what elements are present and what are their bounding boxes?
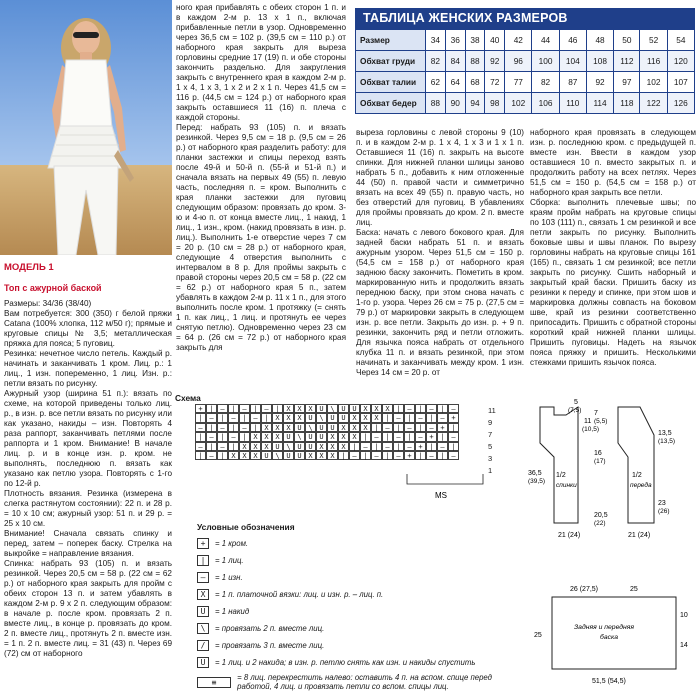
stitch-symbol-icon: X — [197, 589, 209, 600]
chart-cell: – — [393, 432, 404, 441]
chart-cell: – — [360, 442, 371, 451]
row-number: 3 — [488, 454, 493, 463]
table-cell: 96 — [505, 51, 532, 72]
chart-cell: – — [415, 432, 426, 441]
chart-cell: – — [228, 432, 239, 441]
legend-item: \ = провязать 2 п. вместе лиц. — [197, 623, 324, 634]
chart-cell: – — [393, 413, 404, 422]
chart-cell: U — [283, 432, 294, 441]
chart-title: Схема — [175, 393, 201, 403]
lace-pattern-paragraph: Ажурный узор (ширина 51 п.): вязать по схеме, на которой приведены только лиц. р., в изн. р. все петли вязать по рисунку или как указано, накиды – изн. Повторять 4 раза раппорт, заканчивать петлями после раппорта и 1 кром. Внимание! В начале лиц. р. и в конце изн. р. кром. не выполнять, последнюю п. вязать как указано как петлю узора. Повторять с 1-го по 12-й р. — [4, 388, 172, 488]
chart-cell: | — [195, 413, 206, 422]
legend-item: + = 1 кром. — [197, 538, 248, 549]
stitch-symbol-icon: | — [197, 555, 209, 566]
chart-cell: | — [404, 413, 415, 422]
chart-cell: \ — [294, 432, 305, 441]
chart-cell: | — [195, 451, 206, 460]
chart-cell: | — [349, 442, 360, 451]
table-row — [356, 72, 695, 93]
table-cell: 104 — [559, 51, 586, 72]
text-column-1 — [4, 262, 172, 695]
tab-finish-paragraph: наборного края провязать в следующем изн. р. последнюю кром. с предыдущей п. вместе изн. Ввести в каждом узор оставшиеся 10 п. вместо закрытых п. и продолжить работу на всех петлях. Через 51,5 см = 150 р. (54,5 см = 158 р.) от наборного края закрыть все петли. — [530, 128, 696, 197]
chart-cell: X — [371, 404, 382, 413]
chart-cell: U — [327, 413, 338, 422]
chart-cell: X — [349, 413, 360, 422]
chart-cell: | — [250, 404, 261, 413]
table-cell: 62 — [426, 72, 446, 93]
svg-text:(39,5): (39,5) — [528, 478, 545, 485]
text-column-4 — [530, 128, 696, 390]
chart-cell: – — [228, 413, 239, 422]
chart-cell: – — [239, 423, 250, 432]
table-cell: 122 — [640, 93, 667, 114]
chart-cell: | — [338, 451, 349, 460]
chart-cell: X — [272, 432, 283, 441]
chart-cell: X — [316, 451, 327, 460]
chart-row — [195, 442, 459, 451]
materials-paragraph: Вам потребуется: 300 (350) г белой пряжи Catana (100% хлопка, 112 м/50 г); прямые и круговые спицы № 3,5; металлическая пряжка для пояса; 5 пуговиц. — [4, 308, 172, 348]
chart-cell: X — [382, 404, 393, 413]
size-table — [355, 8, 695, 114]
stitch-symbol-icon: U — [197, 657, 209, 668]
chart-cell: – — [195, 423, 206, 432]
svg-text:Задняя и передняя: Задняя и передняя — [574, 624, 635, 631]
chart-row — [195, 451, 459, 460]
chart-cell: X — [371, 413, 382, 422]
chart-cell: | — [228, 423, 239, 432]
table-cell: 46 — [559, 30, 586, 51]
svg-text:16: 16 — [594, 450, 602, 457]
chart-cell: | — [217, 432, 228, 441]
chart-cell: | — [217, 451, 228, 460]
legend-item: – = 1 изн. — [197, 572, 243, 583]
svg-text:(13,5): (13,5) — [658, 438, 675, 445]
chart-cell: X — [338, 423, 349, 432]
chart-cell: – — [206, 432, 217, 441]
chart-cell: – — [250, 413, 261, 422]
chart-cell: – — [437, 413, 448, 422]
back-paragraph: Спинка: набрать 93 (105) п. и вязать резинкой. Через 20,5 см = 58 р. (22 см = 62 р.) от наборного края закрыть для пройм с обеих сторон 13 п. и затем убавлять в каждом 2-м р. 9 x 2 п. следующим образом: в начале р. после кром. провязать 2 п. вместе лиц., в конце р. провязать до кром. 2 п. вместе лиц., протянуть 2 п. вместе изн. = 1 п. 2 п. вместе лиц. = 31 (43) п. Через 69 (72) см от наборного — [4, 558, 172, 658]
table-cell: 50 — [614, 30, 640, 51]
legend-item: ≡ = 8 лиц. перекрестить налево: оставить 4 п. на вспом. спице перед работой, 4 лиц. и провязать петли со вспом. спицы лиц. — [197, 674, 497, 691]
cable-symbol-icon: ≡ — [197, 677, 231, 688]
chart-cell: X — [305, 451, 316, 460]
chart-cell: | — [382, 432, 393, 441]
legend-item: | = 1 лиц. — [197, 555, 244, 566]
chart-cell: – — [382, 442, 393, 451]
table-cell: 88 — [465, 51, 485, 72]
chart-cell: – — [426, 404, 437, 413]
chart-cell: – — [261, 404, 272, 413]
chart-repeat-bracket — [195, 462, 495, 522]
chart-cell: | — [415, 451, 426, 460]
row-number: 7 — [488, 430, 493, 439]
chart-cell: | — [206, 404, 217, 413]
chart-cell: | — [393, 442, 404, 451]
chart-cell: U — [327, 423, 338, 432]
chart-cell: X — [272, 413, 283, 422]
svg-text:36,5: 36,5 — [528, 470, 542, 477]
chart-cell: X — [327, 442, 338, 451]
chart-cell: U — [261, 451, 272, 460]
chart-cell: | — [393, 423, 404, 432]
svg-text:(10,5): (10,5) — [582, 426, 599, 433]
chart-cell: | — [371, 423, 382, 432]
chart-cell: U — [316, 423, 327, 432]
chart-cell: – — [404, 442, 415, 451]
chart-cell: + — [426, 432, 437, 441]
chart-cell: + — [437, 423, 448, 432]
table-cell: 82 — [532, 72, 559, 93]
row-number: 9 — [488, 418, 493, 427]
chart-row — [195, 432, 459, 441]
chart-cell: X — [283, 423, 294, 432]
chart-cell: | — [415, 404, 426, 413]
chart-cell: X — [283, 404, 294, 413]
chart-cell: \ — [327, 404, 338, 413]
chart-cell: – — [448, 432, 459, 441]
chart-cell: X — [272, 423, 283, 432]
chart-cell: – — [217, 442, 228, 451]
chart-cell: | — [272, 404, 283, 413]
front-schematic — [614, 395, 700, 565]
chart-cell: X — [294, 413, 305, 422]
sizes-paragraph: Размеры: 34/36 (38/40) — [4, 298, 92, 308]
chart-cell: U — [316, 432, 327, 441]
table-cell: 116 — [640, 51, 667, 72]
chart-cell: | — [261, 413, 272, 422]
svg-text:11: 11 — [584, 418, 592, 425]
table-cell: 102 — [505, 93, 532, 114]
table-cell: 106 — [532, 93, 559, 114]
chart-cell: – — [382, 423, 393, 432]
table-cell: 42 — [505, 30, 532, 51]
chart-cell: U — [338, 413, 349, 422]
table-cell: 44 — [532, 30, 559, 51]
row-number: 1 — [488, 466, 493, 475]
chart-cell: | — [415, 423, 426, 432]
table-cell: 68 — [465, 72, 485, 93]
svg-text:(5,5): (5,5) — [594, 418, 608, 425]
chart-cell: X — [360, 423, 371, 432]
basque-paragraph: Баска: начать с левого бокового края. Для задней баски набрать 51 п. и вязать ажурным узором. Через 51,5 см = 150 р. (54,5 см = 158 р.) от наборного края заднюю баску закончить. Пометить в кром. маркированную нить и продолжить вязать переднюю баску, при этом снова начать с 1-го р. узора. Через 26 см = 75 р. (27,5 см = 79 р.) от маркировки закрыть в следующем изн. р. все петли. Закрыть до изн. р. + 9 п. резинки, закончить ряд и петли отложить. Для язычка пояса набрать от отдельного клубка 11 п. и вязать резинкой, при этом начинать и заканчивать между кром. 1 изн. Через 14 см = 20 р. от — [356, 228, 524, 377]
table-cell: 110 — [559, 93, 586, 114]
svg-text:1/2: 1/2 — [632, 472, 642, 479]
chart-cell: X — [294, 404, 305, 413]
chart-cell: – — [239, 404, 250, 413]
chart-cell: – — [217, 423, 228, 432]
table-row — [356, 30, 695, 51]
table-cell: 54 — [667, 30, 694, 51]
chart-cell: X — [316, 442, 327, 451]
chart-cell: | — [448, 423, 459, 432]
svg-text:51,5 (54,5): 51,5 (54,5) — [592, 678, 626, 685]
svg-text:5: 5 — [574, 399, 578, 406]
svg-text:(17): (17) — [594, 458, 606, 465]
chart-cell: X — [250, 432, 261, 441]
chart-cell: U — [338, 404, 349, 413]
row-label: Обхват груди — [356, 51, 426, 72]
chart-row — [195, 413, 459, 422]
back-continued-paragraph: ного края прибавлять с обеих сторон 1 п. и в каждом 2-м р. 13 х 1 п., включая прибавленные петли в узор. Одновременно через 36,5 см = 102 р. (39,5 см = 110 р.) от наборного края закрыть для выреза горловины средние 17 (19) п. и обе стороны закончить раздельно. Для закругления закрыть с внутреннего края в каждом 2-м р. 1 x 4, 1 x 3, 1 x 2 и 2 x 1 п. Через 41,5 см = 116 р. (44,5 см = 124 р.) от наборного края закрыть оставшиеся 11 (16) п. плеча с каждой стороны. — [176, 3, 346, 122]
chart-cell: X — [338, 442, 349, 451]
table-cell: 48 — [586, 30, 613, 51]
chart-cell: | — [404, 432, 415, 441]
table-cell: 112 — [614, 51, 640, 72]
chart-cell: – — [426, 451, 437, 460]
chart-cell: \ — [316, 413, 327, 422]
table-cell: 118 — [614, 93, 640, 114]
table-row — [356, 51, 695, 72]
table-cell: 88 — [426, 93, 446, 114]
chart-cell: X — [261, 432, 272, 441]
neckline-paragraph: выреза горловины с левой стороны 9 (10) п. и в каждом 2-м р. 1 x 4, 1 x 3 и 1 x 1 п. Оставшиеся 11 (16) п. закрыть на высоте спинки. Для нижней планки шлицы заново набрать 5 п., добавить к ним отложенные 44 (50) п. правой части и симметрично вязать на всех 49 (55) п. правую часть, но без отверстий для пуговиц. В убавлениях для проймы провязать до кром. 2 п. вместе лиц. — [356, 128, 524, 227]
ms-label: MS — [435, 491, 447, 500]
svg-text:20,5: 20,5 — [594, 512, 608, 519]
chart-cell: – — [206, 451, 217, 460]
table-cell: 102 — [640, 72, 667, 93]
stitch-symbol-icon: / — [197, 640, 209, 651]
chart-cell: X — [360, 404, 371, 413]
table-cell: 84 — [445, 51, 465, 72]
table-cell: 87 — [559, 72, 586, 93]
attention-paragraph: Внимание! Сначала связать спинку и перед, затем – поперек баску. Стрелка на выкройке = направление вязания. — [4, 528, 172, 558]
table-cell: 98 — [485, 93, 505, 114]
chart-cell: | — [239, 413, 250, 422]
chart-cell: + — [404, 451, 415, 460]
chart-cell: – — [415, 413, 426, 422]
svg-text:(7,5): (7,5) — [568, 407, 582, 414]
stitch-symbol-icon: – — [197, 572, 209, 583]
chart-cell: – — [448, 451, 459, 460]
chart-cell: | — [437, 451, 448, 460]
assembly-paragraph: Сборка: выполнить плечевые швы; по краям пройм набрать на круговые спицы по 103 (111) п., связать 1 см резинкой и все петли закрыть по рисунку. Выполнить боковые швы и швы планок. По вырезу горловины набрать на круговые спицы 161 (165) п., связать 1 см резинкой; все петли закрыть по рисунку. Сшить наборный и закрытый край баски. Пришить баску из резинки к переду и спинке, при этом шов и маркировка должны совпасть на боковом шве, край из резинки соответственно припосадить. Пришить с обратной стороны короткий край нижней планки шлицы. Пришить пуговицы. Надеть на язычок пояса пряжку и пришить. Несколькими стежками пришить язычок пояса. — [530, 198, 696, 367]
chart-cell: – — [195, 442, 206, 451]
chart-cell: \ — [283, 442, 294, 451]
chart-cell: | — [206, 423, 217, 432]
stitch-symbol-icon: + — [197, 538, 209, 549]
legend-item: U = 1 накид — [197, 606, 249, 617]
table-cell: 52 — [640, 30, 667, 51]
chart-cell: X — [239, 442, 250, 451]
chart-row — [195, 423, 459, 432]
front-paragraph: Перед: набрать 93 (105) п. и вязать резинкой. Через 9,5 см = 18 р. (9,5 см = 26 р.) от наборного края разделить работу: для планки застежки и спицы переход взять после 49-й и 50-й п. (55-й и 51-й п.) и сначала вязать на первых 49 (55) п. левую часть, последняя п. = кром. Выполнить с края планки застежки для пуговиц следующим образом: провязать до кром. 3-ю и 4-ю п. от конца вместе лиц., 1 накид, 1 лиц., 1 изн., кром. (накид провязать в изн. р. лиц.). Выполнить 1-е отверстие через 7 см = 20 р. (10 см = 28 р.) от наборного края, следующие 4 отверстия выполнить с интервалом в 8 р. Для проймы закрыть с правой стороны через 20,5 см = 58 р. (22 см = 62 р.) от наборного края 5 п., затем убавлять в каждом 2-м р. 11 x 1 п., для этого выполнить после кром. 1 протяжку (= снять 1 п. как лиц., 1 лиц. и протянуть ее через снятую петлю). Одновременно через 23 см = 64 р. (26 см = 72 р.) от наборного края закрыть для — [176, 123, 346, 352]
table-row — [356, 93, 695, 114]
table-cell: 108 — [586, 51, 613, 72]
table-cell: 120 — [667, 51, 694, 72]
legend-title: Условные обозначения — [197, 522, 295, 532]
chart-cell: X — [239, 451, 250, 460]
basque-schematic — [530, 577, 698, 692]
chart-cell: \ — [305, 423, 316, 432]
table-cell: 97 — [614, 72, 640, 93]
chart-cell: | — [206, 442, 217, 451]
table-cell: 36 — [445, 30, 465, 51]
table-cell: 114 — [586, 93, 613, 114]
chart-cell: | — [382, 413, 393, 422]
chart-cell: – — [426, 423, 437, 432]
chart-cell: | — [437, 432, 448, 441]
legend-item: U = 1 лиц. и 2 накида; в изн. р. петлю снять как изн. и накиды спустить — [197, 657, 476, 668]
table-cell: 92 — [485, 51, 505, 72]
chart-cell: – — [206, 413, 217, 422]
chart-cell: – — [404, 404, 415, 413]
chart-cell: X — [349, 423, 360, 432]
svg-text:26 (27,5): 26 (27,5) — [570, 586, 599, 593]
chart-cell: | — [426, 442, 437, 451]
svg-text:23: 23 — [658, 500, 666, 507]
table-cell: 64 — [445, 72, 465, 93]
chart-cell: – — [217, 404, 228, 413]
chart-cell: U — [305, 413, 316, 422]
chart-cell: X — [360, 413, 371, 422]
model-photo — [0, 0, 172, 255]
stitch-symbol-icon: \ — [197, 623, 209, 634]
chart-cell: | — [195, 432, 206, 441]
table-cell: 107 — [667, 72, 694, 93]
svg-text:(22): (22) — [594, 520, 606, 527]
chart-cell: X — [283, 413, 294, 422]
chart-cell: X — [261, 423, 272, 432]
chart-cell: | — [382, 451, 393, 460]
chart-row — [195, 404, 459, 413]
svg-text:переда: переда — [630, 482, 652, 489]
chart-cell: \ — [272, 451, 283, 460]
chart-cell: | — [228, 404, 239, 413]
chart-cell: | — [448, 442, 459, 451]
chart-cell: | — [371, 442, 382, 451]
svg-text:21 (24): 21 (24) — [628, 532, 651, 539]
chart-cell: U — [316, 404, 327, 413]
chart-cell: X — [250, 451, 261, 460]
table-cell: 34 — [426, 30, 446, 51]
chart-cell: – — [404, 423, 415, 432]
stitch-symbol-icon: U — [197, 606, 209, 617]
table-cell: 94 — [465, 93, 485, 114]
chart-cell: | — [250, 423, 261, 432]
svg-text:25: 25 — [630, 586, 638, 593]
svg-text:1/2: 1/2 — [556, 472, 566, 479]
table-cell: 77 — [505, 72, 532, 93]
table-cell: 90 — [445, 93, 465, 114]
chart-cell: | — [360, 451, 371, 460]
text-column-2 — [176, 3, 346, 388]
chart-cell: U — [305, 442, 316, 451]
legend-item: X = 1 п. платочной вязки: лиц. и изн. р. – лиц. п. — [197, 589, 383, 600]
chart-cell: – — [371, 451, 382, 460]
chart-cell: U — [305, 432, 316, 441]
chart-cell: – — [437, 442, 448, 451]
svg-text:21 (24): 21 (24) — [558, 532, 581, 539]
row-label: Размер — [356, 30, 426, 51]
chart-cell: | — [360, 432, 371, 441]
table-cell: 126 — [667, 93, 694, 114]
rib-paragraph: Резинка: нечетное число петель. Каждый р. начинать и заканчивать 1 кром. Лиц. р.: 1 лиц., 1 изн. попеременно, 1 лиц. Изн. р.: петли вязать по рисунку. — [4, 348, 172, 388]
row-number: 11 — [488, 406, 496, 415]
knitting-chart — [195, 404, 459, 460]
svg-text:баска: баска — [600, 634, 618, 641]
text-column-3 — [356, 128, 524, 390]
svg-text:13,5: 13,5 — [658, 430, 672, 437]
chart-cell: + — [415, 442, 426, 451]
svg-text:14: 14 — [680, 642, 688, 649]
svg-text:спинки: спинки — [556, 482, 577, 489]
chart-cell: U — [349, 404, 360, 413]
table-cell: 40 — [485, 30, 505, 51]
chart-cell: + — [195, 404, 206, 413]
chart-cell: U — [272, 442, 283, 451]
chart-cell: X — [305, 404, 316, 413]
chart-cell: | — [228, 442, 239, 451]
chart-cell: X — [338, 432, 349, 441]
svg-text:7: 7 — [594, 410, 598, 417]
chart-cell: – — [371, 432, 382, 441]
table-cell: 72 — [485, 72, 505, 93]
table-cell: 82 — [426, 51, 446, 72]
chart-cell: – — [349, 451, 360, 460]
chart-cell: + — [448, 413, 459, 422]
svg-text:(26): (26) — [658, 508, 670, 515]
table-cell: 100 — [532, 51, 559, 72]
row-number: 5 — [488, 442, 493, 451]
chart-cell: | — [217, 413, 228, 422]
svg-text:10: 10 — [680, 612, 688, 619]
chart-cell: X — [327, 451, 338, 460]
model-label: МОДЕЛЬ 1 — [4, 262, 54, 273]
chart-cell: | — [239, 432, 250, 441]
chart-cell: U — [283, 451, 294, 460]
chart-cell: – — [448, 404, 459, 413]
chart-cell: | — [437, 404, 448, 413]
legend-item: / = провязать 3 п. вместе лиц. — [197, 640, 324, 651]
chart-cell: X — [250, 442, 261, 451]
chart-cell: X — [349, 432, 360, 441]
chart-cell: – — [393, 451, 404, 460]
row-label: Обхват бедер — [356, 93, 426, 114]
chart-cell: X — [327, 432, 338, 441]
model-title: Топ с ажурной баской — [4, 282, 102, 293]
size-table-title: ТАБЛИЦА ЖЕНСКИХ РАЗМЕРОВ — [355, 8, 695, 29]
gauge-paragraph: Плотность вязания. Резинка (измерена в слегка растянутом состоянии): 22 п. и 28 р. = 10 x 10 см; ажурный узор: 51 п. и 29 р. = 25 x 10 см. — [4, 488, 172, 528]
table-cell: 92 — [586, 72, 613, 93]
table-cell: 38 — [465, 30, 485, 51]
chart-cell: U — [294, 442, 305, 451]
chart-cell: | — [393, 404, 404, 413]
row-label: Обхват талии — [356, 72, 426, 93]
svg-text:25: 25 — [534, 632, 542, 639]
size-table-grid — [355, 29, 695, 114]
chart-cell: X — [261, 442, 272, 451]
chart-cell: | — [426, 413, 437, 422]
chart-cell: X — [228, 451, 239, 460]
chart-cell: U — [294, 423, 305, 432]
chart-cell: U — [294, 451, 305, 460]
